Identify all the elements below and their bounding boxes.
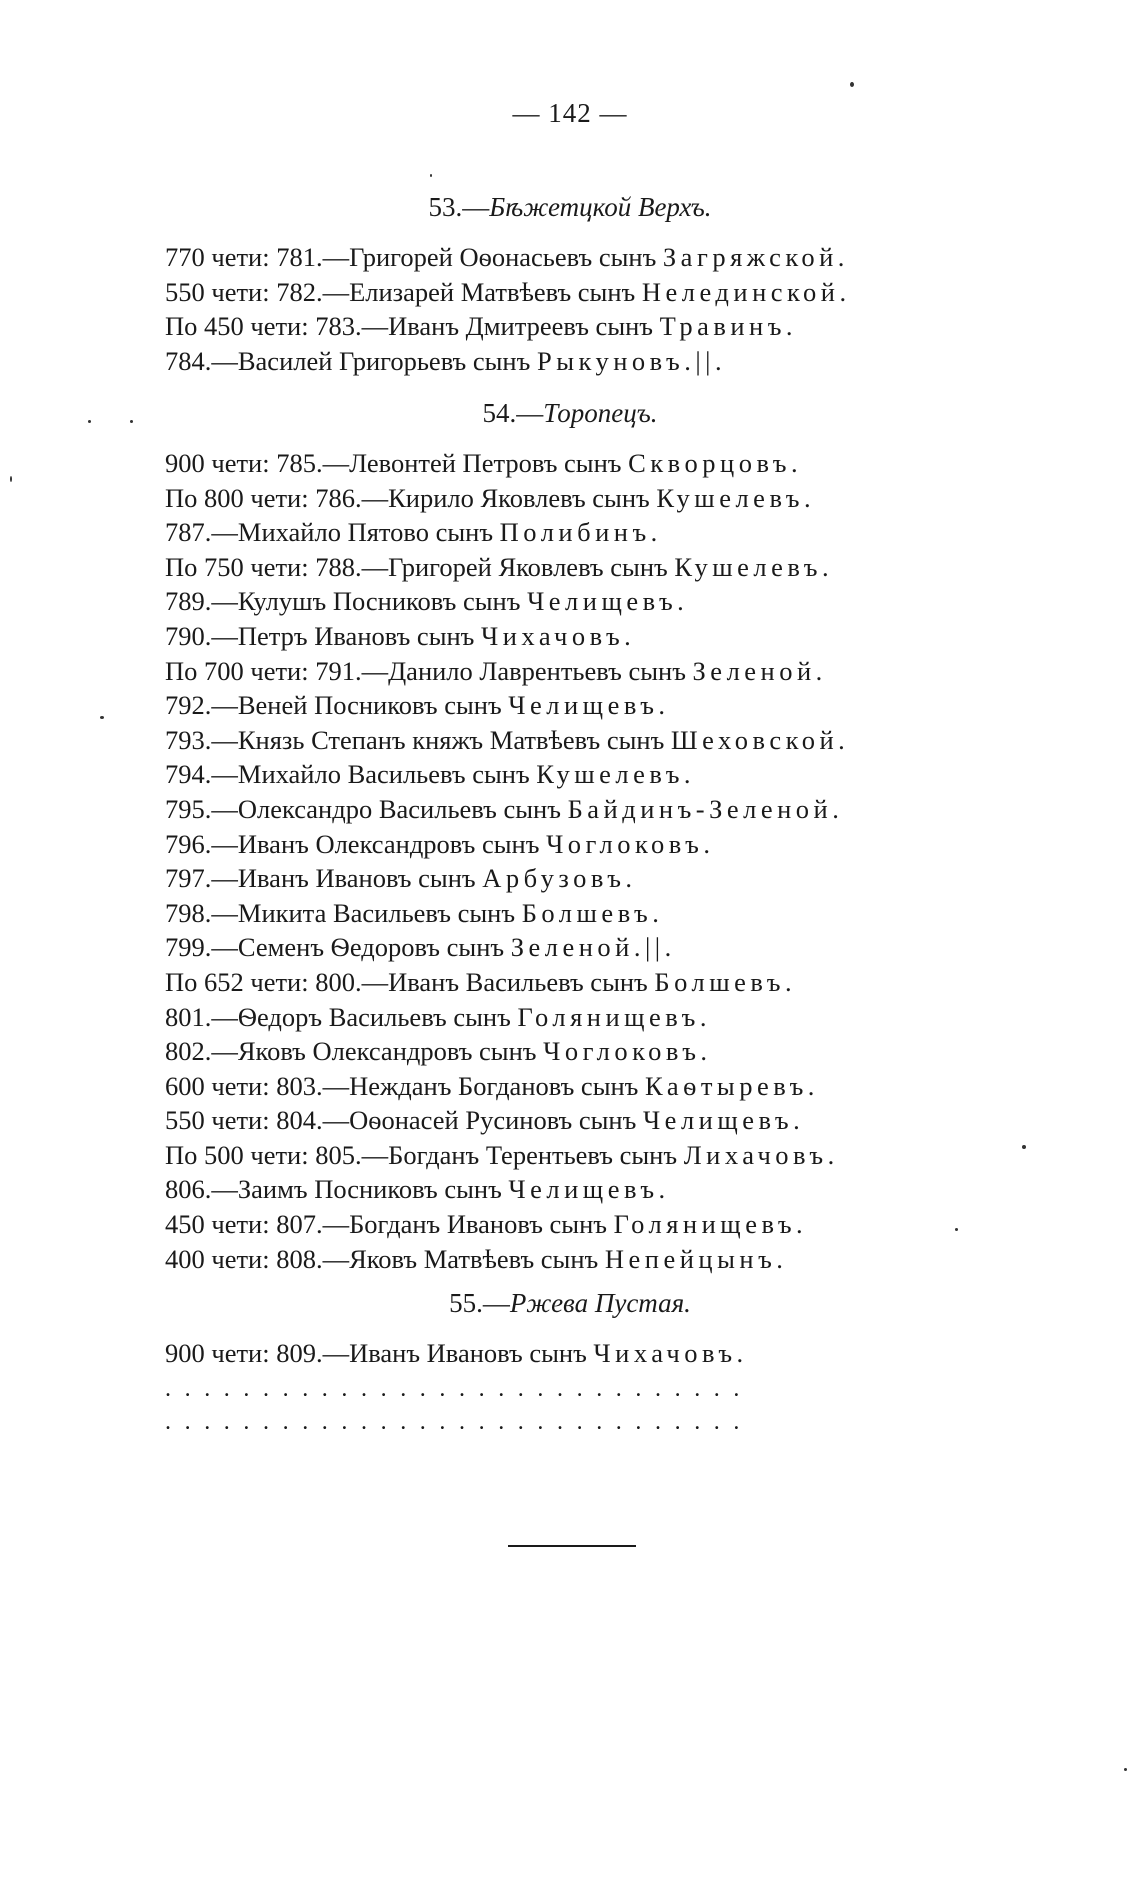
surname: Чихачовъ. <box>593 1338 748 1368</box>
entry-line: 799.—Семенъ Ѳедоровъ сынъ Зеленой.||. <box>165 932 676 963</box>
entry-line: 795.—Олександро Васильевъ сынъ Байдинъ-Зеленой. <box>165 793 844 824</box>
section-number: 55.— <box>449 1288 510 1318</box>
surname: Шеховской. <box>670 724 850 755</box>
section-title: Ржева Пустая. <box>509 1288 691 1318</box>
section-53-lines <box>165 240 1045 378</box>
end-rule <box>508 1545 636 1547</box>
entry-line: 789.—Кулушъ Посниковъ сынъ Челищевъ. <box>165 586 689 617</box>
surname: Нелединской. <box>641 276 851 307</box>
scan-speck <box>88 420 91 423</box>
entry-line: 600 чети: 803.—Нежданъ Богдановъ сынъ Каѳтыревъ. <box>165 1070 819 1101</box>
section-heading-53 <box>0 192 1140 223</box>
surname: Чоглоковъ. <box>546 828 715 859</box>
scan-speck <box>1124 1768 1127 1771</box>
ellipsis-row: .............................. <box>165 1376 753 1402</box>
entry-line: 784.—Василей Григорьевъ сынъ Рыкуновъ.||. <box>165 345 727 376</box>
entry-line: 450 чети: 807.—Богданъ Ивановъ сынъ Голянищевъ. <box>165 1209 808 1240</box>
surname: Кушелевъ. <box>674 551 834 582</box>
entry-line: 792.—Веней Посниковъ сынъ Челищевъ. <box>165 690 670 721</box>
surname: Травинъ. <box>659 311 798 342</box>
entry-line: По 500 чети: 805.—Богданъ Терентьевъ сынъ Лихачовъ. <box>165 1139 839 1170</box>
surname: Кушелевъ. <box>536 759 696 790</box>
ellipsis-row: .............................. <box>165 1409 753 1435</box>
entry-line: 787.—Михайло Пятово сынъ Полибинъ. <box>165 517 662 548</box>
entry-line: По 750 чети: 788.—Григорей Яковлевъ сынъ Кушелевъ. <box>165 551 834 582</box>
entry-line: 794.—Михайло Васильевъ сынъ Кушелевъ. <box>165 759 696 790</box>
page-number: — 142 — <box>512 98 628 128</box>
surname: Скворцовъ. <box>628 448 803 478</box>
section-55-lines <box>165 1336 1045 1371</box>
section-title: Торопецъ. <box>543 398 658 428</box>
surname: Арбузовъ. <box>482 863 637 894</box>
surname: Лихачовъ. <box>683 1139 839 1170</box>
surname: Полибинъ. <box>499 517 662 548</box>
entry-line: 806.—Заимъ Посниковъ сынъ Челищевъ. <box>165 1174 670 1205</box>
surname: Болшевъ. <box>654 966 797 997</box>
entry-line: 900 чети: 809.—Иванъ Ивановъ сынъ Чихачовъ. <box>165 1338 748 1368</box>
scan-speck <box>1022 1145 1026 1149</box>
surname: Рыкуновъ.||. <box>536 345 727 376</box>
surname: Челищевъ. <box>508 690 670 721</box>
surname: Челищевъ. <box>508 1174 670 1205</box>
entry-line: 801.—Ѳедоръ Васильевъ сынъ Голянищевъ. <box>165 1001 711 1032</box>
entry-line: 798.—Микита Васильевъ сынъ Болшевъ. <box>165 897 664 928</box>
scan-speck <box>100 716 104 719</box>
entry-line: 797.—Иванъ Ивановъ сынъ Арбузовъ. <box>165 863 637 894</box>
surname: Чоглоковъ. <box>543 1036 712 1067</box>
surname: Загряжской. <box>662 242 849 272</box>
entry-line: 550 чети: 804.—Оѳонасей Русиновъ сынъ Челищевъ. <box>165 1105 805 1136</box>
entry-line: 770 чети: 781.—Григорей Оѳонасьевъ сынъ Загряжской. <box>165 242 849 272</box>
surname: Непейцынъ. <box>604 1243 788 1274</box>
entry-line: По 700 чети: 791.—Данило Лаврентьевъ сынъ Зеленой. <box>165 655 827 686</box>
entry-line: 793.—Князь Степанъ княжъ Матвѣевъ сынъ Шеховской. <box>165 724 850 755</box>
surname: Каѳтыревъ. <box>645 1070 819 1101</box>
entry-line: 796.—Иванъ Олександровъ сынъ Чоглоковъ. <box>165 828 715 859</box>
surname: Кушелевъ. <box>656 482 816 513</box>
section-54-lines <box>165 446 1045 1276</box>
entry-line: По 800 чети: 786.—Кирило Яковлевъ сынъ Кушелевъ. <box>165 482 816 513</box>
surname: Чихачовъ. <box>481 620 636 651</box>
scan-speck <box>130 420 133 423</box>
entry-line: 790.—Петръ Ивановъ сынъ Чихачовъ. <box>165 620 636 651</box>
entry-line: По 450 чети: 783.—Иванъ Дмитреевъ сынъ Травинъ. <box>165 311 798 342</box>
surname: Голянищевъ. <box>613 1209 808 1240</box>
section-heading-54 <box>0 398 1140 429</box>
section-number: 53.— <box>428 192 490 222</box>
entry-line: 400 чети: 808.—Яковъ Матвѣевъ сынъ Непейцынъ. <box>165 1243 788 1274</box>
section-number: 54.— <box>482 398 544 428</box>
entry-line: 802.—Яковъ Олександровъ сынъ Чоглоковъ. <box>165 1036 712 1067</box>
section-title: Бѣжетцкой Верхъ. <box>489 192 712 222</box>
scan-speck <box>430 174 432 177</box>
entry-line: 900 чети: 785.—Левонтей Петровъ сынъ Скворцовъ. <box>165 448 803 478</box>
surname: Зеленой.||. <box>510 932 676 963</box>
entry-line: 550 чети: 782.—Елизарей Матвѣевъ сынъ Нелединской. <box>165 276 851 307</box>
scan-speck <box>10 476 12 482</box>
surname: Байдинъ-Зеленой. <box>567 793 844 824</box>
surname: Болшевъ. <box>521 897 664 928</box>
surname: Челищевъ. <box>527 586 689 617</box>
surname: Голянищевъ. <box>517 1001 711 1032</box>
scan-speck <box>955 1228 958 1231</box>
scan-speck <box>850 82 854 87</box>
surname: Челищевъ. <box>642 1105 805 1136</box>
entry-line: По 652 чети: 800.—Иванъ Васильевъ сынъ Болшевъ. <box>165 966 797 997</box>
section-heading-55 <box>0 1288 1140 1319</box>
surname: Зеленой. <box>692 655 827 686</box>
